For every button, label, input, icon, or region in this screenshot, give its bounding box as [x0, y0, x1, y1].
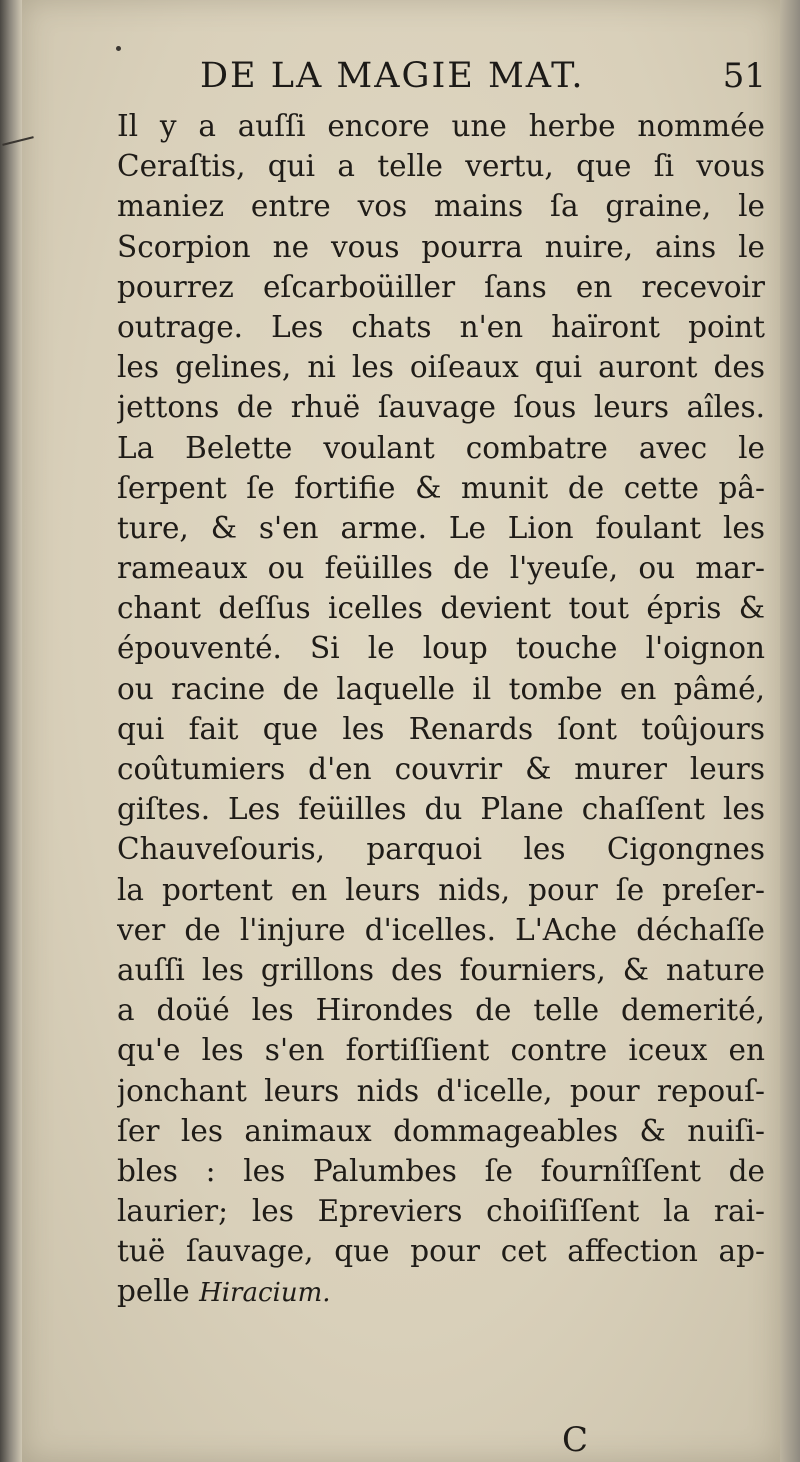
- text-line: épouventé. Si le loup touche l'oignon: [117, 631, 765, 666]
- signature-mark: C: [562, 1420, 589, 1460]
- text-line: rameaux ou feüilles de l'yeuſe, ou mar-: [117, 551, 765, 586]
- italic-term: Hiracium.: [199, 1278, 331, 1309]
- text-line: tuë ſauvage, que pour cet affection ap-: [117, 1234, 765, 1269]
- text-line: Scorpion ne vous pourra nuire, ains le: [117, 229, 765, 264]
- text-line: bles : les Palumbes ſe fournîſſent de: [117, 1153, 765, 1188]
- text-line: chant deſſus icelles devient tout épris &: [117, 591, 765, 626]
- running-title: DE LA MAGIE MAT.: [200, 56, 585, 96]
- last-line-text: pelle: [117, 1274, 190, 1309]
- text-line: qui fait que les Renards ſont toûjours: [117, 711, 765, 746]
- text-line: ture, & s'en arme. Le Lion foulant les: [117, 510, 765, 545]
- text-line: coûtumiers d'en couvrir & murer leurs: [117, 752, 765, 786]
- text-line: Ceraſtis, qui a telle vertu, que ſi vous: [117, 149, 765, 184]
- text-line: ou racine de laquelle il tombe en pâmé,: [117, 671, 765, 706]
- text-line: jettons de rhuë ſauvage ſous leurs aîles.: [117, 390, 765, 425]
- text-line: La Belette voulant combatre avec le: [117, 430, 765, 465]
- text-line-last: [117, 1271, 765, 1311]
- text-line: auſſi les grillons des fourniers, & nature: [117, 952, 765, 987]
- text-line: les gelines, ni les oiſeaux qui auront des: [117, 350, 765, 385]
- text-line: a doüé les Hirondes de telle demerité,: [117, 993, 765, 1028]
- text-line: ver de l'injure d'icelles. L'Ache déchaſſe: [117, 912, 765, 947]
- text-line: giſtes. Les feüilles du Plane chaſſent les: [117, 792, 765, 827]
- text-line: Il y a auſſi encore une herbe nommée: [117, 109, 765, 143]
- text-line: jonchant leurs nids d'icelle, pour repouſ-: [117, 1073, 765, 1108]
- text-line: Chauveſouris, parquoi les Cigongnes: [117, 832, 765, 867]
- text-line: ſer les animaux dommageables & nuiſi-: [117, 1113, 765, 1148]
- text-line: la portent en leurs nids, pour ſe preſer-: [117, 872, 765, 907]
- margin-mark: [116, 46, 121, 51]
- text-line: maniez entre vos mains ſa graine, le: [117, 189, 765, 224]
- page-header: [120, 56, 770, 100]
- text-line: ſerpent ſe fortifie & munit de cette pâ-: [117, 470, 765, 505]
- text-line: qu'e les s'en fortiſſient contre iceux en: [117, 1033, 765, 1068]
- text-line: outrage. Les chats n'en haïront point: [117, 309, 765, 344]
- text-line: laurier; les Epreviers choiſiſſent la rai-: [117, 1194, 765, 1229]
- page-number: 51: [722, 56, 766, 96]
- text-line: pourrez eſcarboüiller ſans en recevoir: [117, 269, 765, 304]
- body-text: [117, 106, 765, 1312]
